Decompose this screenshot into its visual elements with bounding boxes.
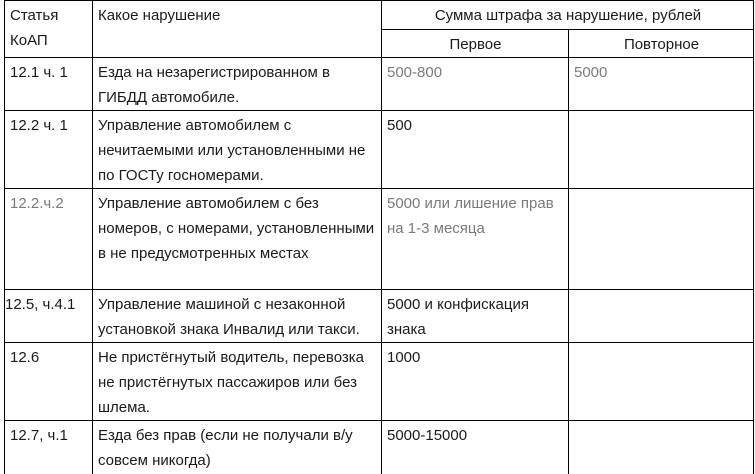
violation-cell: Управление автомобилем с нечитаемыми или установленными не по ГОСТу госномерами.	[93, 111, 382, 189]
repeat-fine-cell	[569, 421, 754, 474]
header-row	[5, 1, 754, 30]
table-row	[5, 189, 754, 290]
header-first: Первое	[382, 30, 569, 58]
first-fine-cell: 5000-15000	[382, 421, 569, 474]
article-cell: 12.2.ч.2	[5, 189, 93, 290]
repeat-fine-cell	[569, 189, 754, 290]
repeat-fine-cell	[569, 290, 754, 343]
table-row	[5, 111, 754, 189]
repeat-fine-cell	[569, 343, 754, 421]
header-article: Статья КоАП	[5, 1, 93, 58]
article-cell: 12.7, ч.1	[5, 421, 93, 474]
article-cell: 12.5, ч.4.1	[5, 290, 93, 343]
first-fine-cell: 500-800	[382, 58, 569, 111]
first-fine-cell: 500	[382, 111, 569, 189]
violation-cell: Управление автомобилем с без номеров, с номерами, установленными в не предусмотренных местах	[93, 189, 382, 290]
table-row	[5, 58, 754, 111]
table-row	[5, 343, 754, 421]
violation-cell: Управление машиной с незаконной установкой знака Инвалид или такси.	[93, 290, 382, 343]
article-cell: 12.6	[5, 343, 93, 421]
header-fine: Сумма штрафа за нарушение, рублей	[382, 1, 754, 30]
first-fine-cell: 1000	[382, 343, 569, 421]
repeat-fine-cell	[569, 111, 754, 189]
table-row	[5, 290, 754, 343]
violation-cell: Езда без прав (если не получали в/у совсем никогда)	[93, 421, 382, 474]
header-repeat: Повторное	[569, 30, 754, 58]
first-fine-cell: 5000 или лишение прав на 1-3 месяца	[382, 189, 569, 290]
article-cell: 12.2 ч. 1	[5, 111, 93, 189]
violation-cell: Не пристёгнутый водитель, перевозка не пристёгнутых пассажиров или без шлема.	[93, 343, 382, 421]
article-cell: 12.1 ч. 1	[5, 58, 93, 111]
violation-cell: Езда на незарегистрированном в ГИБДД автомобиле.	[93, 58, 382, 111]
fines-table	[4, 0, 754, 474]
repeat-fine-cell: 5000	[569, 58, 754, 111]
first-fine-cell: 5000 и конфискация знака	[382, 290, 569, 343]
header-violation: Какое нарушение	[93, 1, 382, 58]
table-row	[5, 421, 754, 474]
